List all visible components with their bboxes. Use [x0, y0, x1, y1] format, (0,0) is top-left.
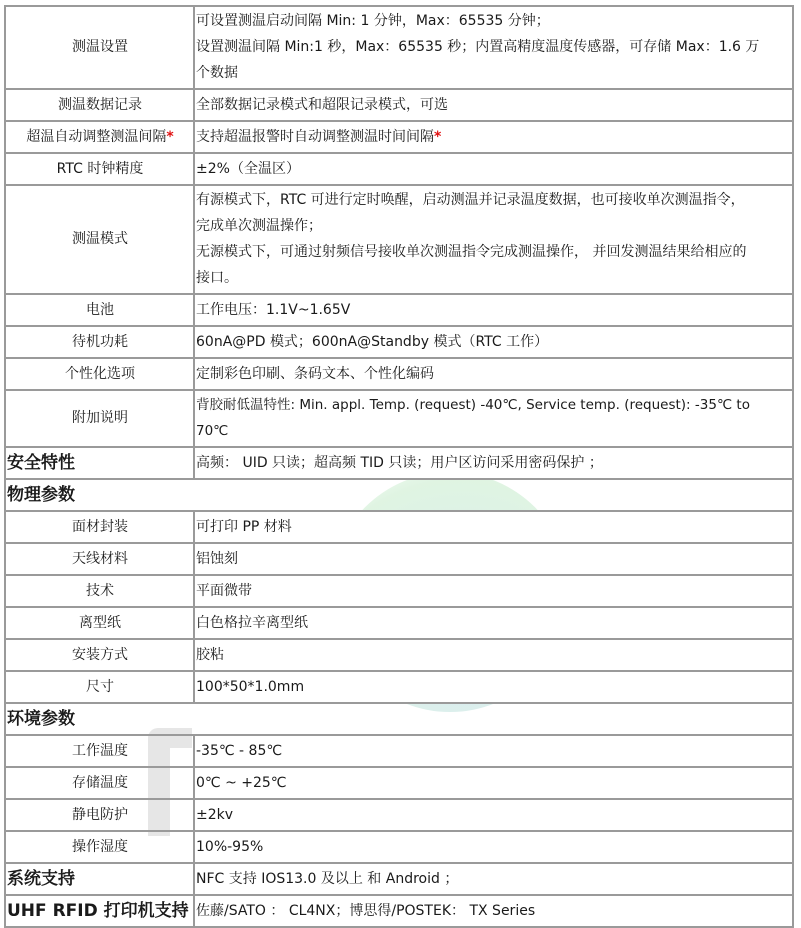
row-value [194, 121, 793, 153]
table-row [5, 6, 793, 89]
row-label: 天线材料 [5, 543, 194, 575]
row-value: 100*50*1.0mm [194, 671, 793, 703]
row-value: 0℃ ~ +25℃ [194, 767, 793, 799]
value-line: 接口。 [196, 270, 238, 286]
spec-table [4, 5, 794, 928]
row-value [194, 390, 793, 447]
row-value: ±2%（全温区） [194, 153, 793, 185]
row-label [5, 121, 194, 153]
section-label-security: 安全特性 [5, 447, 194, 479]
row-label: 安装方式 [5, 639, 194, 671]
value-line: 有源模式下，RTC 可进行定时唤醒，启动测温并记录温度数据，也可接收单次测温指令， [196, 192, 745, 208]
row-value: 工作电压：1.1V~1.65V [194, 294, 793, 326]
value-line: 个数据 [196, 65, 238, 81]
row-value: -35℃ - 85℃ [194, 735, 793, 767]
table-row [5, 447, 793, 479]
row-label: 待机功耗 [5, 326, 194, 358]
section-label-printer-support: UHF RFID 打印机支持 [5, 895, 194, 927]
row-value: 佐藤/SATO ： CL4NX；博思得/POSTEK： TX Series [194, 895, 793, 927]
row-label: 存储温度 [5, 767, 194, 799]
required-star-icon: * [166, 128, 174, 145]
section-header-row [5, 479, 793, 511]
table-row [5, 294, 793, 326]
value-text: 支持超温报警时自动调整测温时间间隔 [196, 128, 434, 145]
row-value: 铝蚀刻 [194, 543, 793, 575]
table-row [5, 767, 793, 799]
row-label: 静电防护 [5, 799, 194, 831]
row-value [194, 6, 793, 89]
value-line: 70℃ [196, 423, 229, 439]
row-value: 可打印 PP 材料 [194, 511, 793, 543]
table-row [5, 390, 793, 447]
required-star-icon: * [434, 128, 442, 145]
section-title-physical: 物理参数 [5, 479, 793, 511]
table-row [5, 895, 793, 927]
row-value: NFC 支持 IOS13.0 及以上 和 Android ； [194, 863, 793, 895]
label-text: 超温自动调整测温间隔 [26, 128, 167, 145]
row-label: 测温设置 [5, 6, 194, 89]
table-row [5, 89, 793, 121]
row-label: 技术 [5, 575, 194, 607]
table-row [5, 607, 793, 639]
row-value: ±2kv [194, 799, 793, 831]
table-row [5, 185, 793, 294]
value-line: 无源模式下，可通过射频信号接收单次测温指令完成测温操作， 并回发测温结果给相应的 [196, 244, 747, 260]
row-value: 全部数据记录模式和超限记录模式，可选 [194, 89, 793, 121]
row-label: 电池 [5, 294, 194, 326]
table-row [5, 799, 793, 831]
table-row [5, 735, 793, 767]
row-value: 高频： UID 只读；超高频 TID 只读；用户区访问采用密码保护 ； [194, 447, 793, 479]
row-value: 白色格拉辛离型纸 [194, 607, 793, 639]
row-label: 附加说明 [5, 390, 194, 447]
value-line: 可设置测温启动间隔 Min: 1 分钟，Max：65535 分钟； [196, 13, 550, 29]
row-label: 测温模式 [5, 185, 194, 294]
table-row [5, 543, 793, 575]
table-row [5, 511, 793, 543]
row-label: 操作湿度 [5, 831, 194, 863]
value-line: 背胶耐低温特性: Min. appl. Temp. (request) -40℃, Service temp. (request): -35℃ to [196, 397, 750, 413]
row-label: 个性化选项 [5, 358, 194, 390]
row-label: 尺寸 [5, 671, 194, 703]
table-row [5, 831, 793, 863]
value-line: 完成单次测温操作； [196, 218, 322, 234]
row-value: 定制彩色印刷、条码文本、个性化编码 [194, 358, 793, 390]
row-label: 工作温度 [5, 735, 194, 767]
row-value: 10%-95% [194, 831, 793, 863]
row-value [194, 185, 793, 294]
row-label: RTC 时钟精度 [5, 153, 194, 185]
section-label-system-support: 系统支持 [5, 863, 194, 895]
table-row [5, 121, 793, 153]
table-row [5, 639, 793, 671]
row-value: 60nA@PD 模式；600nA@Standby 模式（RTC 工作） [194, 326, 793, 358]
table-row [5, 671, 793, 703]
table-row [5, 326, 793, 358]
row-label: 离型纸 [5, 607, 194, 639]
row-value: 胶粘 [194, 639, 793, 671]
section-title-environment: 环境参数 [5, 703, 793, 735]
section-header-row [5, 703, 793, 735]
row-value: 平面微带 [194, 575, 793, 607]
table-row [5, 153, 793, 185]
table-row [5, 575, 793, 607]
row-label: 面材封装 [5, 511, 194, 543]
value-line: 设置测温间隔 Min:1 秒，Max：65535 秒；内置高精度温度传感器，可存储 Max：1.6 万 [196, 39, 760, 55]
row-label: 测温数据记录 [5, 89, 194, 121]
table-row [5, 863, 793, 895]
table-row [5, 358, 793, 390]
